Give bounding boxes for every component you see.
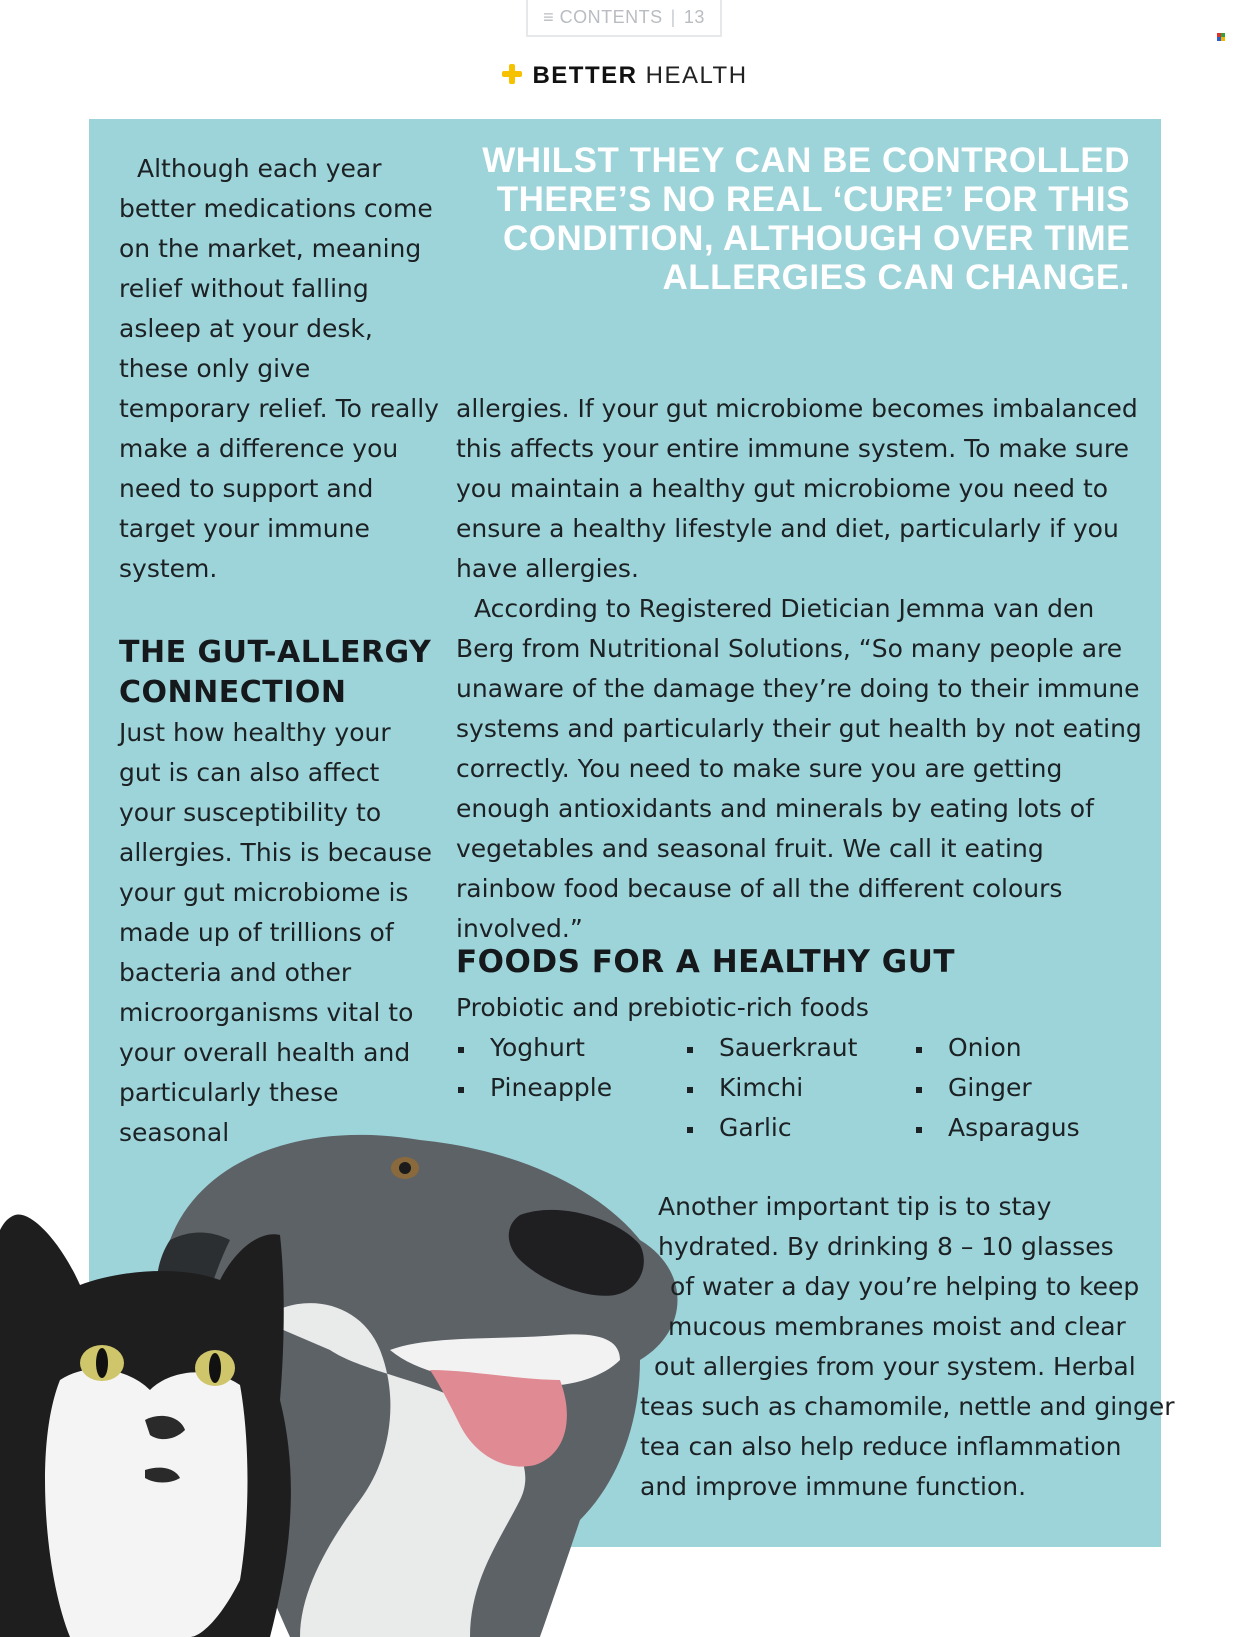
intro-paragraph: Although each year better medications come on the market, meaning relief without falling asleep at your desk, these only give temporary relief. To really make a difference you need to support and target your immune system.: [119, 154, 439, 583]
pull-quote: WHILST THEY CAN BE CONTROLLED THERE’S NO REAL ‘CURE’ FOR THIS CONDITION, ALTHOUGH OVER TIME ALLERGIES CAN CHANGE.: [482, 141, 1130, 297]
tip-line: tea can also help reduce inflammation: [640, 1432, 1122, 1461]
food-list-item: Pineapple: [456, 1068, 612, 1108]
food-list-item: Garlic: [685, 1108, 857, 1148]
menu-lines-icon: ≡: [543, 7, 560, 27]
hydration-tip-paragraph: [630, 1187, 1175, 1507]
dietician-quote-paragraph: According to Registered Dietician Jemma van den Berg from Nutritional Solutions, “So many people are unaware of the damage they’re doing to their immune systems and particularly their gut health by not eating correctly. You need to make sure you are getting enough antioxidants and minerals by eating lots of vegetables and seasonal fruit. We call it eating rainbow food because of all the different colours involved.”: [456, 594, 1142, 943]
food-list-column-2: [685, 1028, 857, 1148]
right-column: [456, 389, 1146, 949]
gut-allergy-heading: THE GUT-ALLERGY CONNECTION: [119, 635, 432, 710]
corner-mark-icon: [1217, 33, 1225, 41]
header-bold-word: BETTER: [532, 62, 638, 89]
gut-allergy-paragraph: Just how healthy your gut is can also affect your susceptibility to allergies. This is because your gut microbiome is made up of trillions of bacteria and other microorganisms vital to your overall health and particularly these seasonal: [119, 718, 433, 1147]
tip-line: Another important tip is to stay: [658, 1192, 1052, 1221]
pets-photo: [0, 1120, 700, 1637]
food-list-item: Onion: [914, 1028, 1080, 1068]
tip-line: hydrated. By drinking 8 – 10 glasses: [658, 1232, 1114, 1261]
foods-heading: FOODS FOR A HEALTHY GUT: [456, 944, 956, 980]
contents-label: CONTENTS: [559, 7, 663, 27]
food-list-item: Sauerkraut: [685, 1028, 857, 1068]
tip-line: mucous membranes moist and clear: [668, 1312, 1126, 1341]
tip-line: of water a day you’re helping to keep: [670, 1272, 1140, 1301]
tip-line: teas such as chamomile, nettle and ginger: [640, 1392, 1175, 1421]
cat-illustration: [0, 1214, 291, 1637]
food-list-item: Yoghurt: [456, 1028, 612, 1068]
plus-cross-icon: [502, 64, 522, 84]
food-list-item: Asparagus: [914, 1108, 1080, 1148]
food-list-column-3: [914, 1028, 1080, 1148]
food-list-item: Ginger: [914, 1068, 1080, 1108]
contents-tab[interactable]: [526, 0, 722, 37]
tip-line: and improve immune function.: [640, 1472, 1027, 1501]
food-list-column-1: [456, 1028, 612, 1108]
left-column: [119, 149, 439, 1153]
foods-subtitle: Probiotic and prebiotic-rich foods: [456, 993, 869, 1022]
header-light-word: HEALTH: [645, 62, 748, 89]
food-list-item: Kimchi: [685, 1068, 857, 1108]
tab-divider: |: [670, 7, 676, 27]
microbiome-paragraph: allergies. If your gut microbiome becomes imbalanced this affects your entire immune system. To make sure you maintain a healthy gut microbiome you need to ensure a healthy lifestyle and diet, particularly if you have allergies.: [456, 394, 1138, 583]
tip-line: out allergies from your system. Herbal: [654, 1352, 1136, 1381]
section-header: [0, 62, 1250, 90]
page-number: 13: [683, 7, 705, 27]
